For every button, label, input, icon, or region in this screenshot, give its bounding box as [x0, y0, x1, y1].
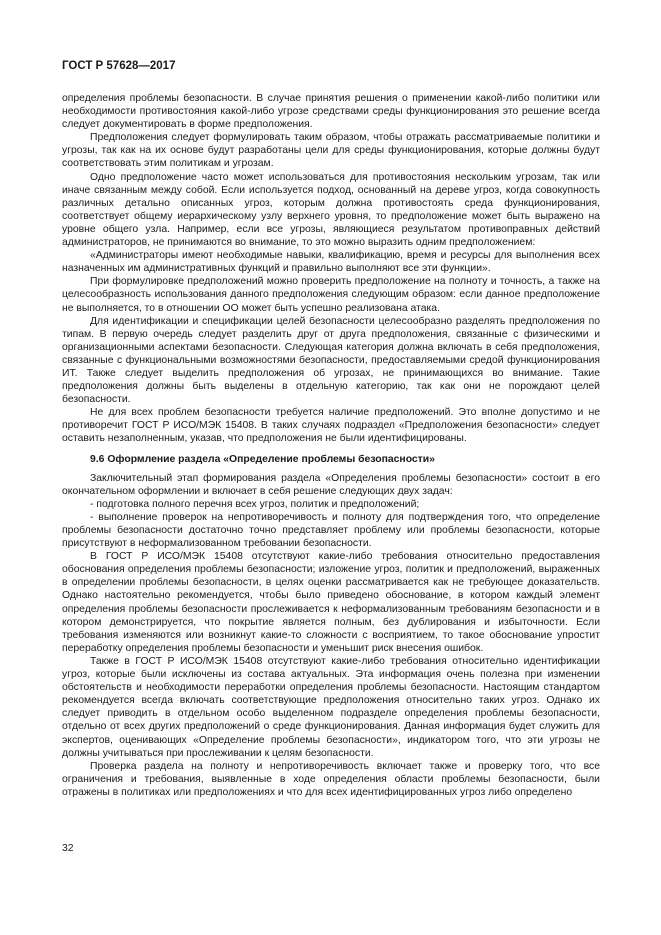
paragraph: Проверка раздела на полноту и непротиворечивость включает также и проверку того, что все ограничения и требования, выявленные в ходе определения области проблемы безопасности, были отражены в политиках или предположениях и что для всех идентифицированных угроз либо определено — [62, 760, 600, 798]
paragraph: Предположения следует формулировать таким образом, чтобы отражать рассматриваемые политики и угрозы, так как на их основе будут разработаны цели для среды функционирования, которые должны будут соответствовать этим политикам и угрозам. — [62, 132, 600, 170]
section-heading: 9.6 Оформление раздела «Определение проблемы безопасности» — [90, 453, 435, 465]
document-body — [62, 92, 600, 799]
paragraph: Одно предположение часто может использоваться для противостояния нескольким угрозам, так или иначе связанным между собой. Если используется подход, основанный на дереве угроз, когда совокупность различных детально описанных угроз, которым должна противостоять среда функционирования, соответствует общему иерархическому узлу верхнего уровня, то предположение может быть выражено на уровне общего узла. Например, если все угрозы, являющиеся результатом противоправных действий администраторов, не принимаются во внимание, то это можно выразить одним предположением: — [62, 171, 600, 249]
page-number: 32 — [62, 843, 74, 854]
list-item: - подготовка полного перечня всех угроз, политик и предположений; — [90, 498, 420, 510]
document-header: ГОСТ Р 57628—2017 — [62, 60, 176, 72]
quoted-assumption: «Администраторы имеют необходимые навыки, квалификацию, время и ресурсы для выполнения всех назначенных им административных функций и правильно выполняют все эти функции». — [62, 250, 600, 275]
paragraph: Не для всех проблем безопасности требуется наличие предположений. Это вполне допустимо и не противоречит ГОСТ Р ИСО/МЭК 15408. В таких случаях подраздел «Предположения безопасности» следует оставить незаполненным, указав, что предположения не были идентифицированы. — [62, 407, 600, 445]
paragraph: Заключительный этап формирования раздела «Определения проблемы безопасности» состоит в его окончательном оформлении и включает в себя решение следующих двух задач: — [62, 472, 600, 497]
paragraph: При формулировке предположений можно проверить предположение на полноту и точность, а также на целесообразность использования данного предположения следующим образом: если данное предположение не выполняется, то в отношении ОО может быть успешно реализована атака. — [62, 276, 600, 314]
paragraph: Также в ГОСТ Р ИСО/МЭК 15408 отсутствуют какие-либо требования относительно идентификации угроз, которые были исключены из состава актуальных. Эта информация очень полезна при изменении обстоятельств и необходимости переработки определения проблемы безопасности. Настоящим стандартом рекомендуется всегда включать соответствующие предположения относительно таких угроз. Однако их следует приводить в отдельном особо выделенном подразделе определения проблемы безопасности, отдельно от всех других предположений о среде функционирования. Данная информация будет служить для экспертов, оценивающих «Определение проблемы безопасности», индикатором того, что эти угрозы не должны учитываться при прослеживании к целям безопасности. — [62, 655, 600, 759]
list-item: - выполнение проверок на непротиворечивость и полноту для подтверждения того, что определение проблемы безопасности достаточно точно представляет проблему или проблемы безопасности, которые присутствуют в неформализованном требовании безопасности. — [62, 511, 600, 550]
paragraph: определения проблемы безопасности. В случае принятия решения о применении какой-либо политики или необходимости противостояния какой-либо угрозе средствами среды функционирования это решение всегда следует документировать в форме предположения. — [62, 93, 600, 131]
paragraph: Для идентификации и спецификации целей безопасности целесообразно разделять предположения по типам. В первую очередь следует разделить друг от друга предположения, связанные с физическими и организационными аспектами безопасности. Следующая категория должна включать в себя предположения, связанные с функциональными возможностями безопасности, предоставляемыми средой функционирования ИТ. Также следует выделить предположения об угрозах, не принимающихся во внимание. Такие предположения должны быть выделены в отдельную категорию, так как они не порождают целей безопасности. — [62, 315, 600, 406]
paragraph: В ГОСТ Р ИСО/МЭК 15408 отсутствуют какие-либо требования относительно предоставления обоснования определения проблемы безопасности; изложение угроз, политик и предположений, выраженных в определении проблемы безопасности, в целях оценки рассматривается как не требующее доказательств. Однако настоятельно рекомендуется, чтобы было приведено обоснование, в котором каждый элемент определения проблемы безопасности прослеживается к неформализованным требованиям безопасности и в котором демонстрируется, что покрытие является полным, без дублирования и избыточности. Если требования изменяются или возникнут какие-то сложности с восприятием, то такое обоснование упростит переработку определения проблемы безопасности и уменьшит риск внесения ошибок. — [62, 551, 600, 654]
